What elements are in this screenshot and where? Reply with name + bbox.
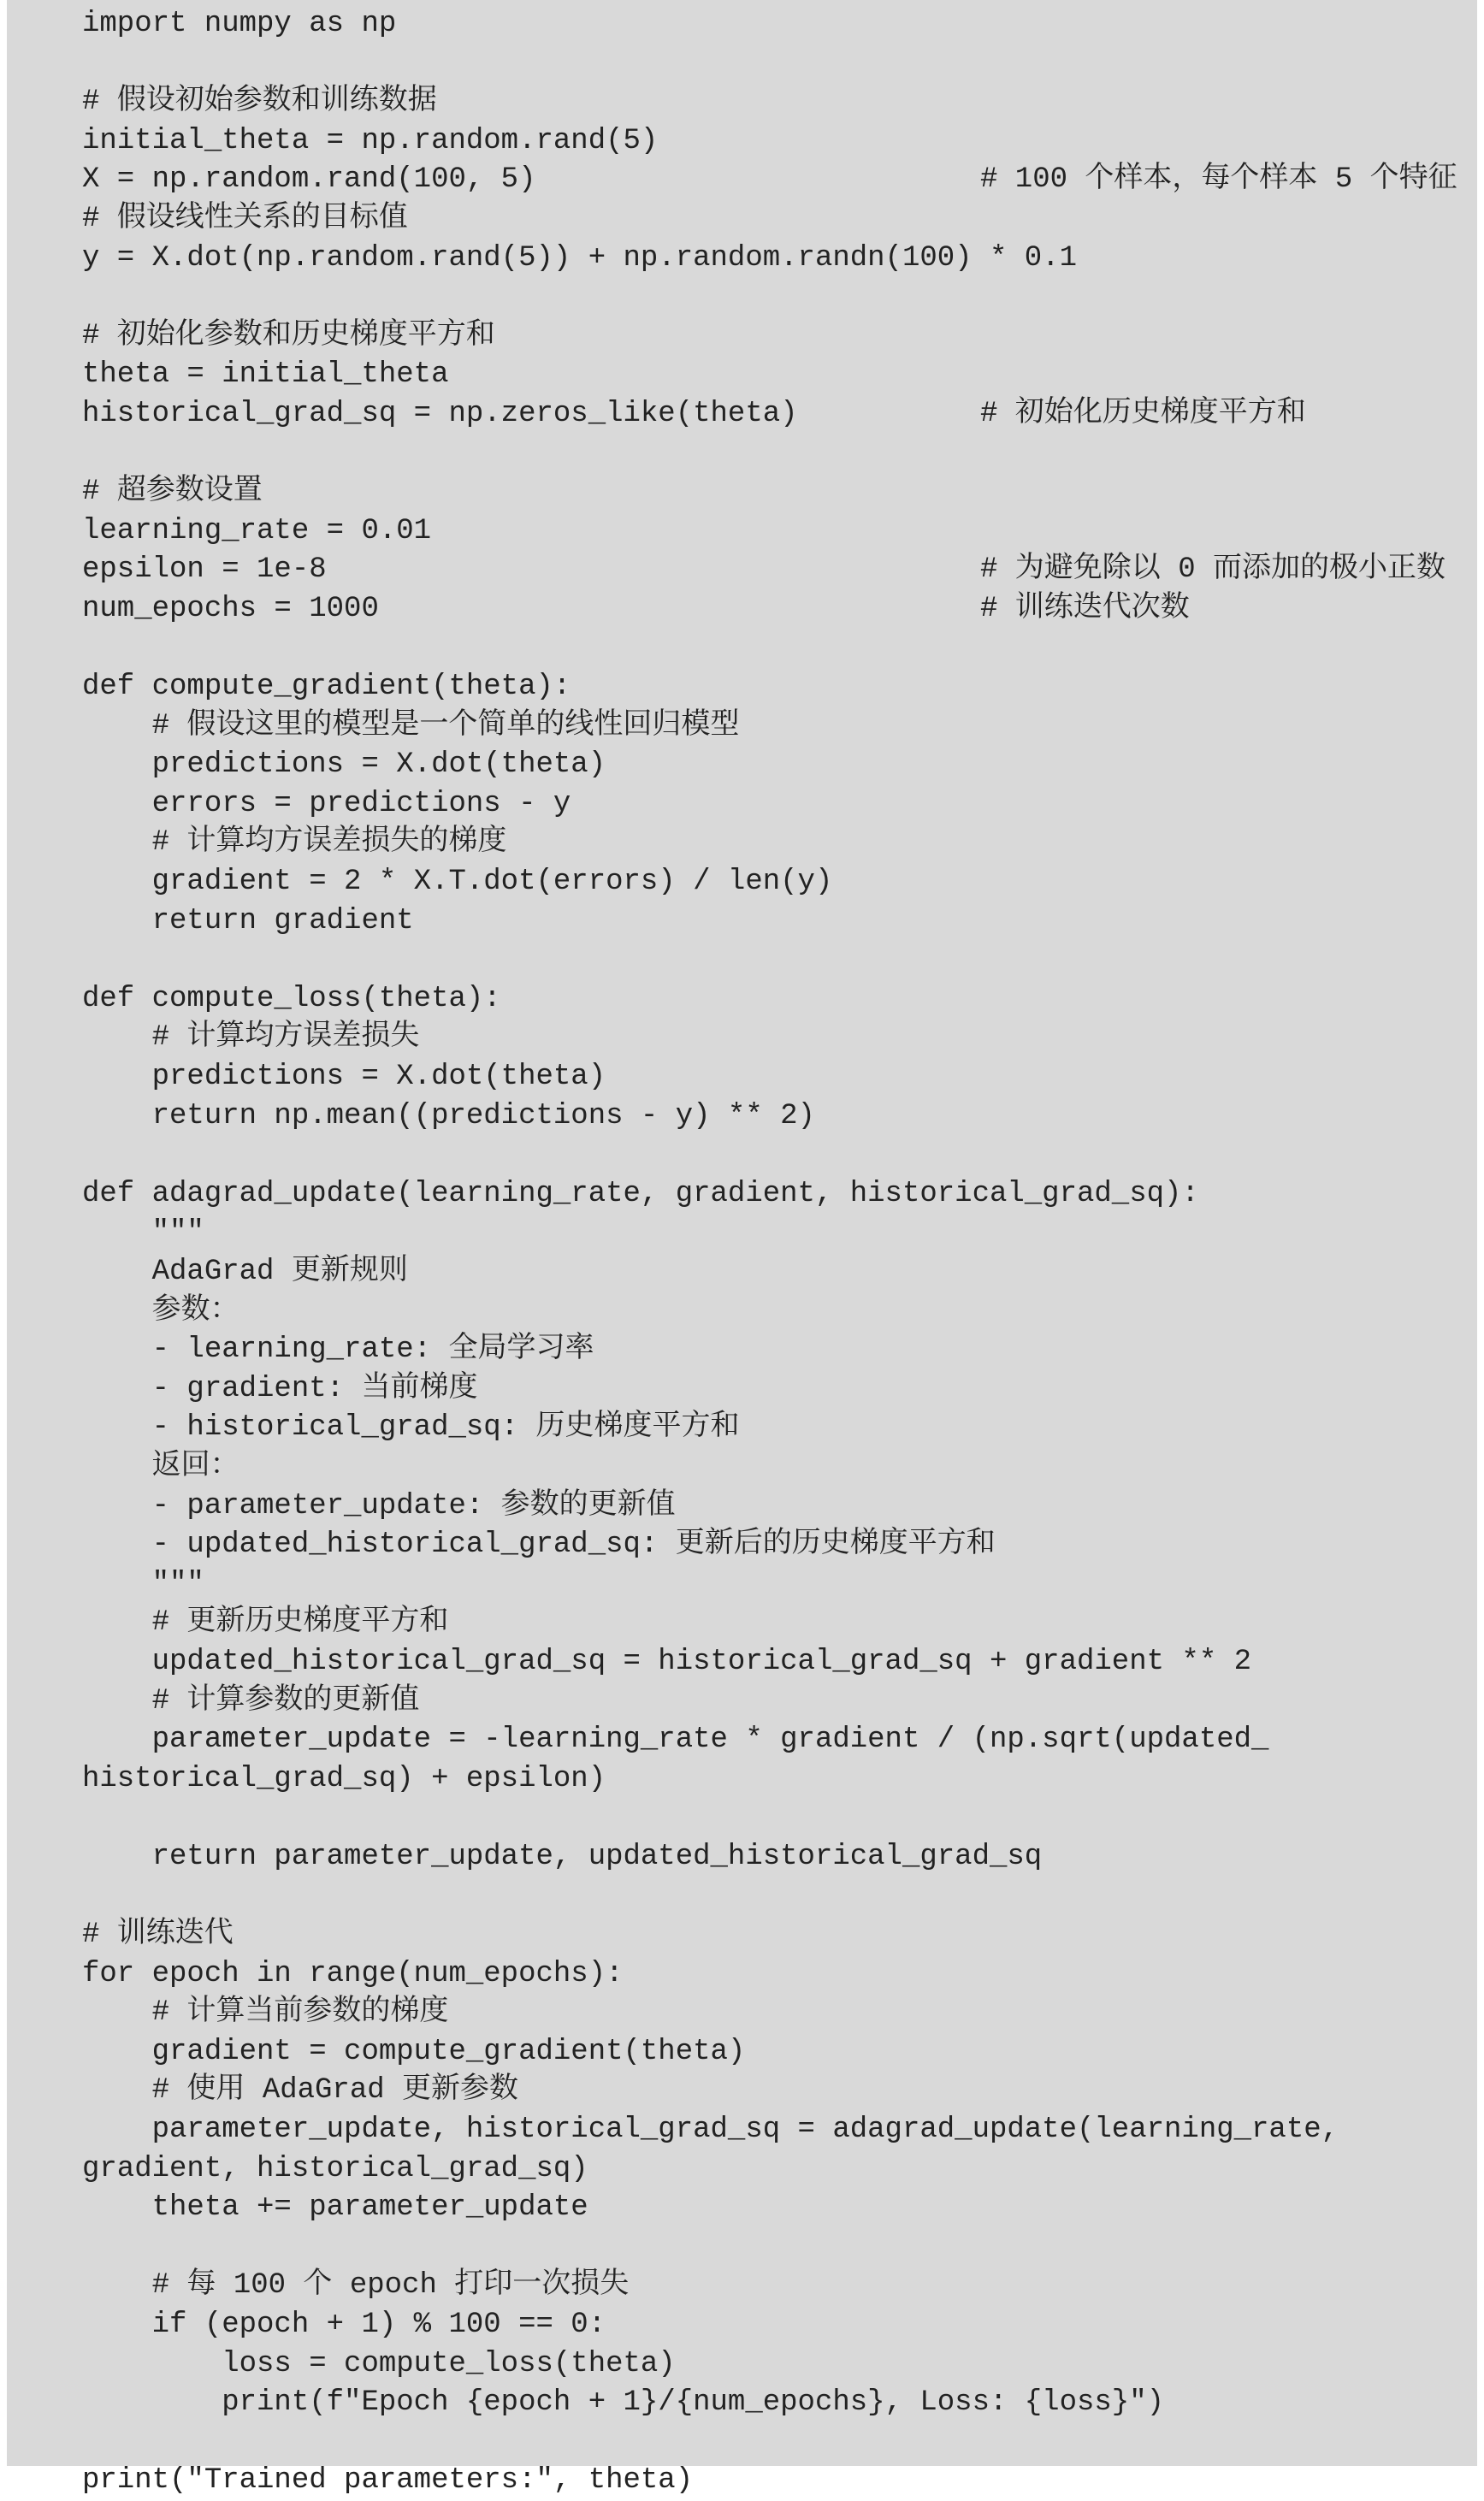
code-line (82, 2423, 1477, 2463)
code-text: theta += parameter_update (82, 2191, 588, 2225)
code-text: if (epoch + 1) % 100 == 0: (82, 2309, 606, 2342)
code-line (82, 239, 1477, 279)
code-line (82, 2306, 1477, 2345)
code-line (82, 1955, 1477, 1995)
code-line (82, 512, 1477, 552)
code-line (82, 395, 1477, 435)
code-text: # 计算均方误差损失的梯度 (82, 826, 507, 860)
code-line (82, 590, 1477, 630)
code-line (82, 1682, 1477, 1722)
code-line (82, 1721, 1477, 1760)
code-text: # 训练迭代 (82, 1919, 234, 1952)
code-line (82, 1526, 1477, 1565)
code-line (82, 785, 1477, 825)
code-text: - gradient: 当前梯度 (82, 1372, 478, 1405)
code-line (82, 1097, 1477, 1137)
code-text: 返回： (82, 1450, 239, 1483)
code-text: gradient = 2 * X.T.dot(errors) / len(y) (82, 866, 833, 899)
code-line (82, 2345, 1477, 2385)
code-line (82, 1136, 1477, 1175)
code-text: # 初始化参数和历史梯度平方和 (82, 319, 495, 352)
code-line (82, 1604, 1477, 1643)
code-text: # 假设这里的模型是一个简单的线性回归模型 (82, 709, 740, 742)
code-line (82, 122, 1477, 162)
code-line (82, 5, 1477, 44)
code-line (82, 161, 1477, 200)
code-line (82, 1019, 1477, 1058)
code-text: return np.mean((predictions - y) ** 2) (82, 1099, 815, 1132)
code-text: # 每 100 个 epoch 打印一次损失 (82, 2269, 630, 2303)
inline-comment: # 为避免除以 0 而添加的极小正数 (980, 553, 1446, 587)
code-text: """ (82, 1216, 204, 1250)
code-line (82, 980, 1477, 1020)
code-text: - historical_grad_sq: 历史梯度平方和 (82, 1411, 740, 1445)
code-line (82, 1487, 1477, 1527)
code-text: updated_historical_grad_sq = historical_grad_sq + gradient ** 2 (82, 1645, 1252, 1678)
code-text: - updated_historical_grad_sq: 更新后的历史梯度平方和 (82, 1528, 996, 1562)
code-line (82, 1565, 1477, 1605)
code-text: import numpy as np (82, 8, 397, 40)
code-line (82, 863, 1477, 902)
code-line (82, 2462, 1477, 2501)
code-line (82, 1448, 1477, 1487)
code-text: # 计算均方误差损失 (82, 1021, 420, 1055)
code-text: gradient = compute_gradient(theta) (82, 2035, 746, 2068)
code-line (82, 2267, 1477, 2306)
code-text: num_epochs = 1000 (82, 592, 379, 625)
code-line (82, 824, 1477, 863)
code-text: learning_rate = 0.01 (82, 514, 432, 547)
code-line (82, 1760, 1477, 1800)
code-line (82, 473, 1477, 512)
code-text: gradient, historical_grad_sq) (82, 2152, 588, 2185)
code-line (82, 2228, 1477, 2267)
code-line (82, 1799, 1477, 1838)
code-text: print("Trained parameters:", theta) (82, 2464, 694, 2498)
code-text: return parameter_update, updated_historical_grad_sq (82, 1840, 1043, 1873)
code-line (82, 1253, 1477, 1292)
code-text: """ (82, 1567, 204, 1600)
code-text: historical_grad_sq = np.zeros_like(theta) (82, 397, 798, 430)
code-text: AdaGrad 更新规则 (82, 1256, 408, 1288)
code-text: X = np.random.rand(100, 5) (82, 163, 536, 197)
code-line (82, 1838, 1477, 1877)
code-line (82, 2150, 1477, 2190)
code-line (82, 1877, 1477, 1917)
code-text: # 使用 AdaGrad 更新参数 (82, 2074, 519, 2108)
code-text: epsilon = 1e-8 (82, 553, 327, 587)
code-line (82, 746, 1477, 785)
code-text: - learning_rate: 全局学习率 (82, 1333, 594, 1367)
code-text: return gradient (82, 904, 414, 937)
code-text: y = X.dot(np.random.rand(5)) + np.random.randn(100) * 0.1 (82, 241, 1077, 275)
code-listing (7, 0, 1477, 2498)
inline-comment: # 初始化历史梯度平方和 (980, 397, 1306, 430)
code-text: - parameter_update: 参数的更新值 (82, 1489, 676, 1522)
code-line (82, 2072, 1477, 2111)
code-line (82, 1175, 1477, 1215)
code-text: def adagrad_update(learning_rate, gradient, historical_grad_sq): (82, 1177, 1199, 1210)
code-line (82, 317, 1477, 357)
code-text: 参数： (82, 1294, 239, 1327)
code-line (82, 2111, 1477, 2150)
inline-comment: # 100 个样本，每个样本 5 个特征 (980, 163, 1457, 197)
code-text: parameter_update = -learning_rate * gradient / (np.sqrt(updated_ (82, 1724, 1269, 1757)
code-text: historical_grad_sq) + epsilon) (82, 1762, 606, 1795)
code-line (82, 2033, 1477, 2072)
code-line (82, 200, 1477, 239)
code-text: # 计算参数的更新值 (82, 1684, 420, 1718)
code-line (82, 278, 1477, 317)
code-line (82, 1292, 1477, 1332)
code-line (82, 1916, 1477, 1955)
code-text: predictions = X.dot(theta) (82, 1061, 606, 1094)
code-line (82, 1370, 1477, 1410)
code-line (82, 44, 1477, 84)
code-line (82, 1643, 1477, 1682)
code-text: def compute_gradient(theta): (82, 671, 571, 704)
code-text: # 超参数设置 (82, 476, 263, 509)
code-text: loss = compute_loss(theta) (82, 2347, 676, 2380)
code-text: initial_theta = np.random.rand(5) (82, 124, 659, 157)
code-text: parameter_update, historical_grad_sq = adagrad_update(learning_rate, (82, 2114, 1339, 2147)
code-line (82, 435, 1477, 474)
code-text: predictions = X.dot(theta) (82, 748, 606, 782)
code-text: # 假设线性关系的目标值 (82, 202, 408, 235)
code-line (82, 2189, 1477, 2228)
code-text: theta = initial_theta (82, 358, 449, 392)
code-text: def compute_loss(theta): (82, 982, 501, 1015)
code-line (82, 1409, 1477, 1448)
code-line (82, 1994, 1477, 2033)
code-text: for epoch in range(num_epochs): (82, 1957, 624, 1990)
code-line (82, 668, 1477, 707)
code-line (82, 630, 1477, 669)
code-line (82, 707, 1477, 747)
code-line (82, 2384, 1477, 2423)
code-line (82, 1331, 1477, 1370)
code-line (82, 902, 1477, 942)
code-line (82, 941, 1477, 980)
code-line (82, 1214, 1477, 1253)
code-line (82, 1058, 1477, 1097)
code-line (82, 551, 1477, 590)
code-text: # 更新历史梯度平方和 (82, 1606, 449, 1640)
code-text: # 假设初始参数和训练数据 (82, 86, 437, 119)
code-line (82, 356, 1477, 395)
inline-comment: # 训练迭代次数 (980, 592, 1190, 625)
code-text: print(f"Epoch {epoch + 1}/{num_epochs}, Loss: {loss}") (82, 2386, 1165, 2420)
code-text: # 计算当前参数的梯度 (82, 1996, 449, 2030)
code-text: errors = predictions - y (82, 787, 571, 820)
code-line (82, 83, 1477, 122)
